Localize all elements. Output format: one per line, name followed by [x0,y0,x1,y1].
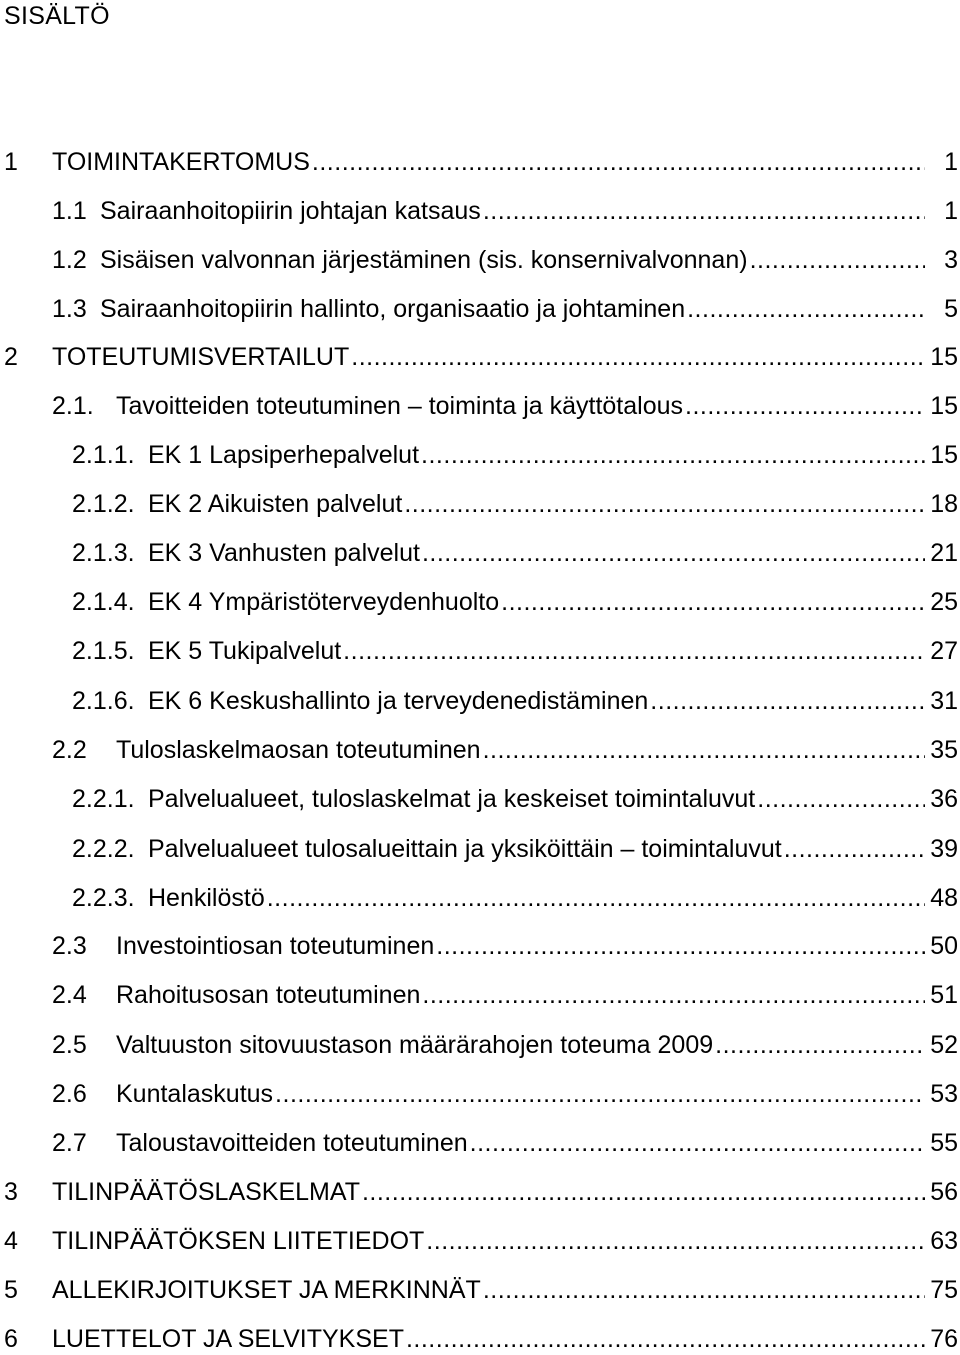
toc-entry-page-number: 27 [930,637,958,665]
toc-entry-title [116,1127,925,1159]
dot-leader [650,685,925,717]
toc-entry-page-number: 21 [930,539,958,567]
dot-leader [470,1127,925,1159]
toc-entry-label: Tuloslaskelmaosan toteutuminen [116,736,481,764]
toc-entry-number: 1.1 [52,197,87,225]
toc-entry-title [148,586,925,618]
toc-entry-label: TILINPÄÄTÖSLASKELMAT [52,1178,360,1206]
toc-entry-title [116,930,925,962]
dot-leader [362,1176,925,1208]
toc-entry-number: 2.7 [52,1129,87,1157]
toc-entry-page-number: 50 [930,932,958,960]
toc-entry-title [148,439,925,471]
toc-entry [0,244,960,276]
toc-entry-number: 2.1.3. [72,539,135,567]
toc-entry-label: Kuntalaskutus [116,1080,274,1108]
toc-entry-page-number: 15 [930,392,958,420]
toc-entry-label: Sairaanhoitopiirin johtajan katsaus [100,197,481,225]
toc-entry [0,341,960,373]
toc-entry-page-number: 3 [944,246,958,274]
toc-entry-title [52,341,925,373]
toc-entry-number: 2.4 [52,981,87,1009]
dot-leader [501,586,925,618]
toc-entry [0,1274,960,1306]
toc-entry-label: Taloustavoitteiden toteutuminen [116,1129,468,1157]
toc-entry-page-number: 15 [930,343,958,371]
toc-entry [0,195,960,227]
toc-entry-number: 2.1.5. [72,637,135,665]
dot-leader [267,882,925,914]
toc-entry-number: 5 [4,1276,18,1304]
dot-leader [351,341,925,373]
toc-entry-title [100,195,925,227]
toc-entry-label: Valtuuston sitovuustason määrärahojen toteuma 2009 [116,1031,714,1059]
toc-entry-page-number: 5 [944,295,958,323]
toc-entry [0,930,960,962]
dot-leader [406,1323,925,1355]
toc-entry [0,293,960,325]
toc-entry-label: EK 1 Lapsiperhepalvelut [148,441,420,469]
toc-entry-page-number: 18 [930,490,958,518]
toc-entry-page-number: 1 [944,148,958,176]
toc-entry-title [52,146,925,178]
toc-entry-label: Sairaanhoitopiirin hallinto, organisaatio ja johtaminen [100,295,686,323]
toc-entry-title [100,244,925,276]
toc-entry-page-number: 52 [930,1031,958,1059]
toc-entry-title [148,537,925,569]
toc-entry-page-number: 31 [930,687,958,715]
toc-entry-number: 2.3 [52,932,87,960]
toc-entry [0,390,960,422]
dot-leader [404,488,925,520]
toc-entry-number: 2.2.1. [72,785,135,813]
toc-entry [0,1029,960,1061]
toc-entry-label: Sisäisen valvonnan järjestäminen (sis. konsernivalvonnan) [100,246,748,274]
toc-entry-title [100,293,925,325]
toc-entry [0,833,960,865]
toc-entry-label: LUETTELOT JA SELVITYKSET [52,1325,404,1353]
toc-entry-title [148,783,925,815]
toc-entry-number: 2.2.2. [72,835,135,863]
toc-entry-label: EK 5 Tukipalvelut [148,637,342,665]
toc-entry-title [116,979,925,1011]
dot-leader [422,979,925,1011]
toc-entry [0,586,960,618]
toc-entry-page-number: 76 [930,1325,958,1353]
dot-leader [312,146,925,178]
toc-entry-number: 2.1. [52,392,94,420]
toc-entry-title [52,1323,925,1355]
toc-entry-number: 2.2 [52,736,87,764]
toc-entry-label: TILINPÄÄTÖKSEN LIITETIEDOT [52,1227,425,1255]
toc-entry-page-number: 51 [930,981,958,1009]
toc-entry-title [52,1274,925,1306]
toc-entry-label: Palvelualueet tulosalueittain ja yksiköittäin – toimintaluvut [148,835,782,863]
toc-entry [0,488,960,520]
toc-entry-page-number: 39 [930,835,958,863]
toc-entry-number: 3 [4,1178,18,1206]
toc-entry [0,685,960,717]
toc-entry-number: 2.1.4. [72,588,135,616]
toc-entry [0,146,960,178]
dot-leader [757,783,925,815]
toc-entry-number: 1 [4,148,18,176]
toc-entry-title [116,734,925,766]
toc-entry-number: 2.5 [52,1031,87,1059]
toc-entry [0,1323,960,1355]
toc-entry-number: 2 [4,343,18,371]
dot-leader [343,635,925,667]
dot-leader [784,833,925,865]
toc-entry-page-number: 36 [930,785,958,813]
toc-entry-number: 2.1.2. [72,490,135,518]
toc-entry-title [116,1029,925,1061]
toc-entry-page-number: 75 [930,1276,958,1304]
toc-entry-page-number: 48 [930,884,958,912]
toc-entry [0,1225,960,1257]
toc-entry-title [148,635,925,667]
toc-entry-label: EK 3 Vanhusten palvelut [148,539,420,567]
toc-entry [0,882,960,914]
toc-entry-label: TOTEUTUMISVERTAILUT [52,343,350,371]
toc-entry-title [148,882,925,914]
toc-entry [0,1176,960,1208]
toc-entry-number: 6 [4,1325,18,1353]
toc-entry-title [148,833,925,865]
toc-entry [0,783,960,815]
dot-leader [483,195,925,227]
toc-entry [0,1078,960,1110]
toc-entry-page-number: 53 [930,1080,958,1108]
dot-leader [483,1274,925,1306]
toc-entry-title [116,1078,925,1110]
toc-entry-title [148,685,925,717]
toc-entry-label: EK 2 Aikuisten palvelut [148,490,403,518]
toc-entry-title [148,488,925,520]
toc-entry [0,979,960,1011]
dot-leader [421,439,925,471]
dot-leader [483,734,925,766]
toc-entry-number: 2.1.1. [72,441,135,469]
toc-entry-page-number: 15 [930,441,958,469]
toc-entry-title [116,390,925,422]
toc-entry-title [52,1176,925,1208]
toc-entry [0,537,960,569]
toc-entry-page-number: 56 [930,1178,958,1206]
toc-entry-label: Investointiosan toteutuminen [116,932,435,960]
toc-entry-label: Tavoitteiden toteutuminen – toiminta ja käyttötalous [116,392,684,420]
page-title: SISÄLTÖ [4,2,110,30]
toc-entry [0,1127,960,1159]
toc-entry-number: 2.6 [52,1080,87,1108]
toc-entry-page-number: 1 [944,197,958,225]
dot-leader [750,244,925,276]
toc-entry-page-number: 25 [930,588,958,616]
toc-entry-label: Rahoitusosan toteutuminen [116,981,421,1009]
toc-entry-title [52,1225,925,1257]
toc-entry-number: 1.3 [52,295,87,323]
dot-leader [436,930,925,962]
toc-entry-label: ALLEKIRJOITUKSET JA MERKINNÄT [52,1276,481,1304]
toc-entry [0,635,960,667]
toc-entry [0,439,960,471]
toc-entry-label: Palvelualueet, tuloslaskelmat ja keskeiset toimintaluvut [148,785,756,813]
toc-entry-page-number: 63 [930,1227,958,1255]
toc-entry [0,734,960,766]
dot-leader [715,1029,925,1061]
toc-entry-page-number: 55 [930,1129,958,1157]
toc-entry-number: 2.2.3. [72,884,135,912]
toc-entry-number: 4 [4,1227,18,1255]
dot-leader [275,1078,925,1110]
toc-entry-label: TOIMINTAKERTOMUS [52,148,310,176]
toc-entry-number: 1.2 [52,246,87,274]
dot-leader [685,390,925,422]
toc-entry-label: EK 4 Ympäristöterveydenhuolto [148,588,500,616]
toc-entry-label: EK 6 Keskushallinto ja terveydenedistäminen [148,687,649,715]
toc-entry-label: Henkilöstö [148,884,265,912]
toc-entry-number: 2.1.6. [72,687,135,715]
dot-leader [687,293,925,325]
dot-leader [426,1225,925,1257]
dot-leader [422,537,925,569]
toc-entry-page-number: 35 [930,736,958,764]
